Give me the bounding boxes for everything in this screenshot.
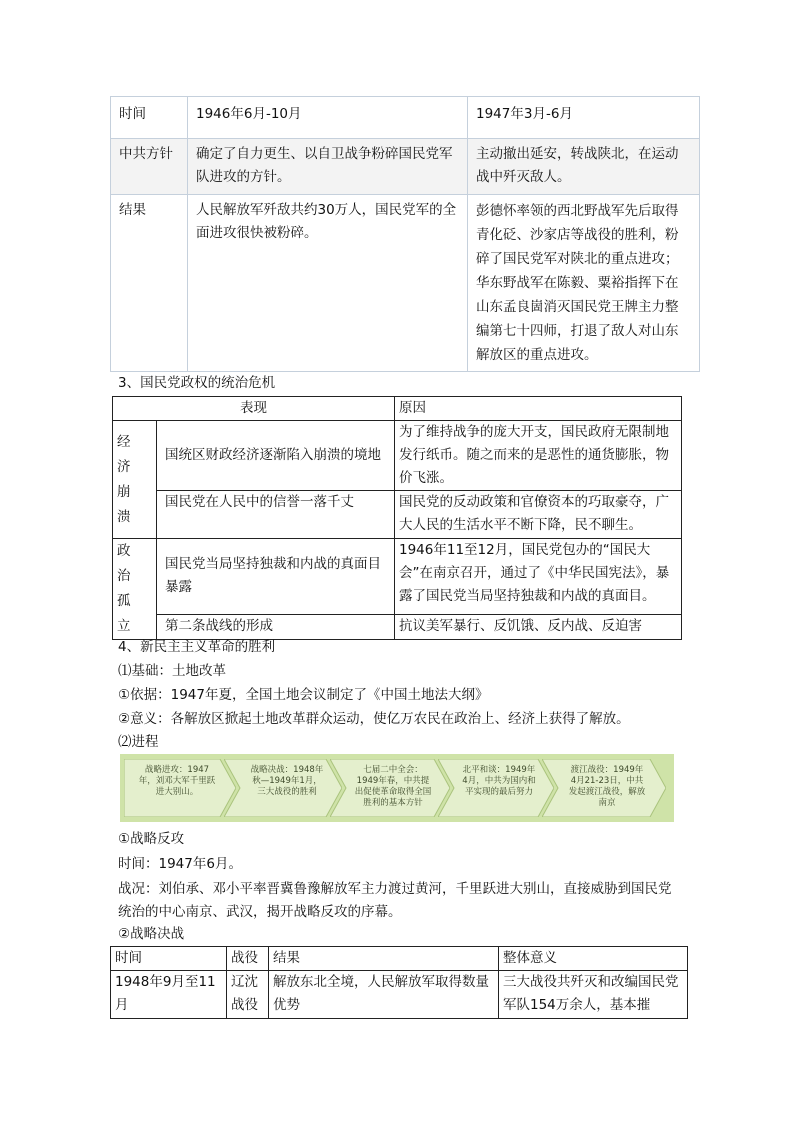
decisive-header-battle: 战役 <box>227 947 269 971</box>
progress-flow <box>120 754 674 822</box>
section-4-heading: 4、新民主主义革命的胜利 <box>118 639 276 655</box>
row-label-policy: 中共方针 <box>111 139 188 195</box>
decisive-header-result: 结果 <box>269 947 499 971</box>
decisive-header-time: 时间 <box>111 947 227 971</box>
basis-title: ⑴基础：土地改革 <box>118 663 226 679</box>
flow-step-5 <box>542 759 666 817</box>
political-cause-2: 抗议美军暴行、反饥饿、反内战、反迫害 <box>395 614 682 639</box>
flow-step-2-text: 战略决战：1948年秋—1949年1月，三大战役的胜利 <box>250 765 324 797</box>
political-cause-1: 1946年11至12月，国民党包办的“国民大会”在南京召开，通过了《中华民国宪法》，暴露了国民党当局坚持独裁和内战的真面目。 <box>395 539 682 615</box>
decisive-meaning: 三大战役共歼灭和改编国民党军队154万余人，基本摧 <box>499 971 688 1019</box>
decisive-battle: 辽沈战役 <box>227 971 269 1019</box>
flow-step-1 <box>124 759 236 817</box>
decisive-title: ②战略决战 <box>118 926 185 942</box>
flow-step-4 <box>438 759 554 817</box>
political-symptom-1: 国民党当局坚持独裁和内战的真面目暴露 <box>157 539 395 615</box>
offensive-status: 战况：刘伯承、邓小平率晋冀鲁豫解放军主力渡过黄河，千里跃进大别山，直接威胁到国民党统治的中心南京、武汉，揭开战略反攻的序幕。 <box>118 881 672 920</box>
crisis-table <box>112 396 682 640</box>
process-title: ⑵进程 <box>118 734 159 750</box>
header-biaoxian: 表现 <box>113 397 395 421</box>
political-symptom-2: 第二条战线的形成 <box>157 614 395 639</box>
flow-step-2 <box>224 759 342 817</box>
group-economic: 经济崩溃 <box>113 421 157 539</box>
header-yuanyin: 原因 <box>395 397 682 421</box>
group-political: 政治孤立 <box>113 539 157 640</box>
policy-period-1: 确定了自力更生、以自卫战争粉碎国民党军队进攻的方针。 <box>188 139 468 195</box>
flow-step-3-text: 七届二中全会：1949年春，中共提出促使革命取得全国胜利的基本方针 <box>354 765 432 808</box>
campaign-table <box>110 96 700 372</box>
policy-period-2: 主动撤出延安，转战陕北，在运动战中歼灭敌人。 <box>468 139 700 195</box>
economic-symptom-2: 国民党在人民中的信誉一落千丈 <box>157 491 395 539</box>
decisive-time: 1948年9月至11月 <box>111 971 227 1019</box>
flow-step-4-text: 北平和谈：1949年4月，中共为国内和平实现的最后努力 <box>462 765 536 797</box>
basis-2: ②意义：各解放区掀起土地改革群众运动，使亿万农民在政治上、经济上获得了解放。 <box>118 711 630 727</box>
header-period-2: 1947年3月-6月 <box>468 97 700 139</box>
decisive-table <box>110 946 688 1019</box>
row-label-result: 结果 <box>111 195 188 372</box>
offensive-title: ①战略反攻 <box>118 831 185 847</box>
economic-cause-2: 国民党的反动政策和官僚资本的巧取豪夺，广大人民的生活水平不断下降，民不聊生。 <box>395 491 682 539</box>
economic-cause-1: 为了维持战争的庞大开支，国民政府无限制地发行纸币。随之而来的是恶性的通货膨胀，物价飞涨。 <box>395 421 682 491</box>
result-period-2: 彭德怀率领的西北野战军先后取得青化砭、沙家店等战役的胜利，粉碎了国民党军对陕北的重点进攻；华东野战军在陈毅、粟裕指挥下在山东孟良崮消灭国民党王牌主力整编第七十四师，打退了敌人对山东解放区的重点进攻。 <box>468 195 700 372</box>
flow-step-3 <box>330 759 450 817</box>
flow-step-1-text: 战略进攻：1947年，刘邓大军千里跃进大别山。 <box>138 765 216 797</box>
economic-symptom-1: 国统区财政经济逐渐陷入崩溃的境地 <box>157 421 395 491</box>
offensive-time: 时间：1947年6月。 <box>118 856 242 872</box>
flow-step-5-text: 渡江战役：1949年4月21-23日，中共发起渡江战役，解放南京 <box>568 765 646 808</box>
result-period-1: 人民解放军歼敌共约30万人，国民党军的全面进攻很快被粉碎。 <box>188 195 468 372</box>
header-period-1: 1946年6月-10月 <box>188 97 468 139</box>
header-time: 时间 <box>111 97 188 139</box>
decisive-result: 解放东北全境，人民解放军取得数量优势 <box>269 971 499 1019</box>
decisive-header-meaning: 整体意义 <box>499 947 688 971</box>
basis-1: ①依据：1947年夏，全国土地会议制定了《中国土地法大纲》 <box>118 687 489 703</box>
section-3-heading: 3、国民党政权的统治危机 <box>118 375 276 391</box>
